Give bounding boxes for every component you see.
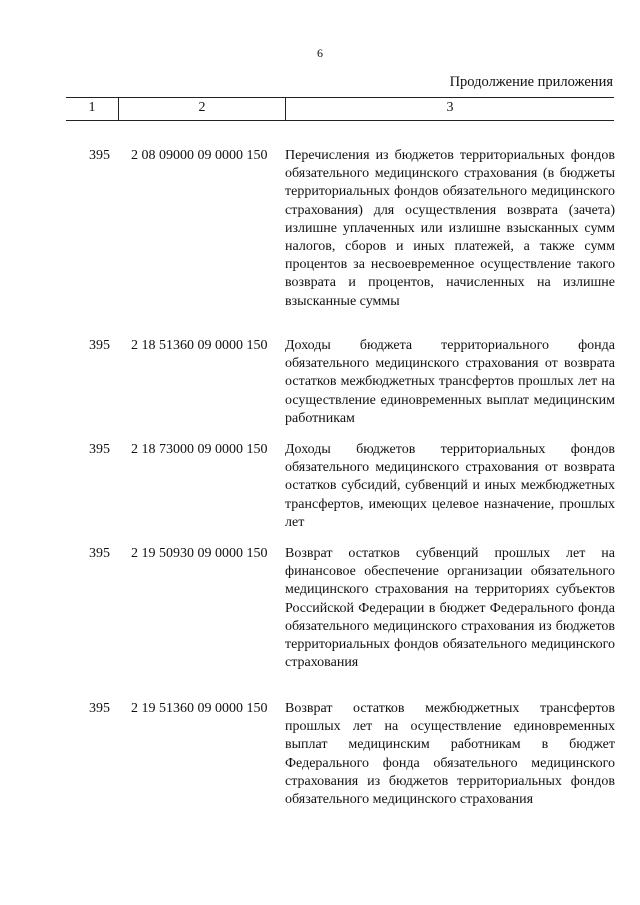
budget-class-code: 2 18 51360 09 0000 150: [131, 338, 268, 353]
header-col-1: 1: [88, 100, 96, 115]
admin-code: 395: [89, 701, 110, 716]
income-name: Возврат остатков субвенций прошлых лет на финансовое обеспечение организации обязательного медицинского страхования на территориях субъектов Российской Федерации в бюджет Федерального фонда обязательного медицинского страхования из бюджетов территориальных фондов обязательного медицинского страхования: [285, 546, 615, 671]
budget-class-code: 2 19 51360 09 0000 150: [131, 701, 268, 716]
budget-class-code: 2 08 09000 09 0000 150: [131, 148, 268, 163]
income-name: Доходы бюджетов территориальных фондов обязательного медицинского страхования от возврата остатков субсидий, субвенций и иных межбюджетных трансфертов, имеющих целевое назначение, прошлых лет: [285, 442, 615, 530]
budget-class-code: 2 19 50930 09 0000 150: [131, 546, 268, 561]
page-number: 6: [317, 46, 323, 60]
budget-class-code: 2 18 73000 09 0000 150: [131, 442, 268, 457]
table-header: [66, 97, 614, 121]
header-col-3: 3: [446, 100, 454, 115]
admin-code: 395: [89, 338, 110, 353]
header-col-2: 2: [198, 100, 206, 115]
admin-code: 395: [89, 148, 110, 163]
continuation-caption: Продолжение приложения: [449, 74, 613, 90]
income-name: Возврат остатков межбюджетных трансфертов прошлых лет на осуществление единовременных выплат медицинским работникам в бюджет Федерального фонда обязательного медицинского страхования из бюджетов территориальных фондов обязательного медицинского страхования: [285, 701, 615, 808]
admin-code: 395: [89, 442, 110, 457]
admin-code: 395: [89, 546, 110, 561]
income-name: Перечисления из бюджетов территориальных фондов обязательного медицинского страхования (в бюджеты территориальных фондов обязательного медицинского страхования) для осуществления возврата (зачета) излишне уплаченных или излишне взысканных сумм налогов, сборов и иных платежей, а также сумм процентов за несвоевременное осуществление такого возврата и процентов, начисленных на излишне взысканные суммы: [285, 148, 615, 309]
income-name: Доходы бюджета территориального фонда обязательного медицинского страхования от возврата остатков межбюджетных трансфертов прошлых лет на осуществление единовременных выплат медицинским работникам: [285, 338, 615, 426]
